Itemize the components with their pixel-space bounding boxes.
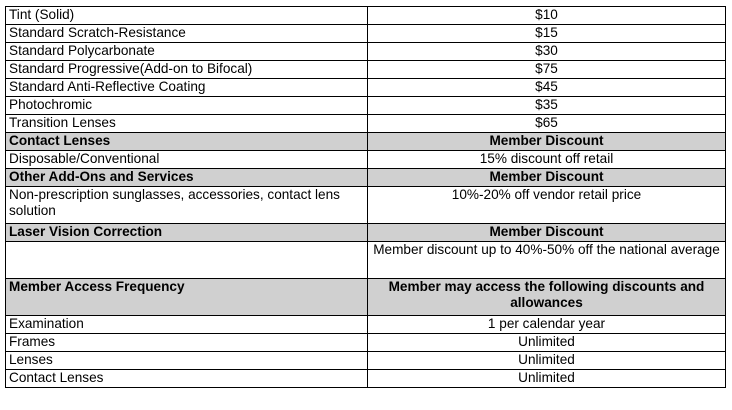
section-header-contact-lenses	[6, 133, 726, 151]
item-name: Contact Lenses	[6, 370, 368, 388]
item-value: Unlimited	[368, 352, 726, 370]
section-header-add-ons	[6, 169, 726, 187]
section-title: Laser Vision Correction	[6, 224, 368, 242]
item-name: Disposable/Conventional	[6, 151, 368, 169]
table-row	[6, 61, 726, 79]
table-row	[6, 115, 726, 133]
table-row	[6, 316, 726, 334]
section-value-header: Member Discount	[368, 169, 726, 187]
table-row	[6, 79, 726, 97]
lens-option-price: $30	[368, 43, 726, 61]
lens-option-name: Standard Scratch-Resistance	[6, 25, 368, 43]
item-name: Non-prescription sunglasses, accessories, contact lens solution	[6, 187, 368, 224]
item-value: Unlimited	[368, 334, 726, 352]
table-row	[6, 352, 726, 370]
section-title: Other Add-Ons and Services	[6, 169, 368, 187]
section-value-header: Member Discount	[368, 224, 726, 242]
table-row	[6, 334, 726, 352]
lens-option-price: $45	[368, 79, 726, 97]
item-value: Unlimited	[368, 370, 726, 388]
section-value-header: Member Discount	[368, 133, 726, 151]
item-name: Frames	[6, 334, 368, 352]
section-header-laser	[6, 224, 726, 242]
benefits-table	[5, 6, 726, 388]
item-name	[6, 242, 368, 279]
lens-option-name: Standard Progressive(Add-on to Bifocal)	[6, 61, 368, 79]
lens-option-name: Standard Polycarbonate	[6, 43, 368, 61]
lens-option-name: Tint (Solid)	[6, 7, 368, 25]
lens-option-name: Photochromic	[6, 97, 368, 115]
item-value: 1 per calendar year	[368, 316, 726, 334]
section-title: Member Access Frequency	[6, 279, 368, 316]
table-row	[6, 7, 726, 25]
lens-option-price: $65	[368, 115, 726, 133]
table-row	[6, 242, 726, 279]
table-row	[6, 97, 726, 115]
table-row	[6, 370, 726, 388]
table-row	[6, 151, 726, 169]
table-row	[6, 25, 726, 43]
section-title: Contact Lenses	[6, 133, 368, 151]
section-value-header: Member may access the following discounts and allowances	[368, 279, 726, 316]
table-row	[6, 43, 726, 61]
item-name: Examination	[6, 316, 368, 334]
item-value: 10%-20% off vendor retail price	[368, 187, 726, 224]
item-value: Member discount up to 40%-50% off the national average	[368, 242, 726, 279]
item-value: 15% discount off retail	[368, 151, 726, 169]
lens-option-price: $75	[368, 61, 726, 79]
lens-option-price: $10	[368, 7, 726, 25]
section-header-frequency	[6, 279, 726, 316]
lens-option-name: Transition Lenses	[6, 115, 368, 133]
lens-option-name: Standard Anti-Reflective Coating	[6, 79, 368, 97]
lens-option-price: $15	[368, 25, 726, 43]
item-name: Lenses	[6, 352, 368, 370]
lens-option-price: $35	[368, 97, 726, 115]
table-row	[6, 187, 726, 224]
